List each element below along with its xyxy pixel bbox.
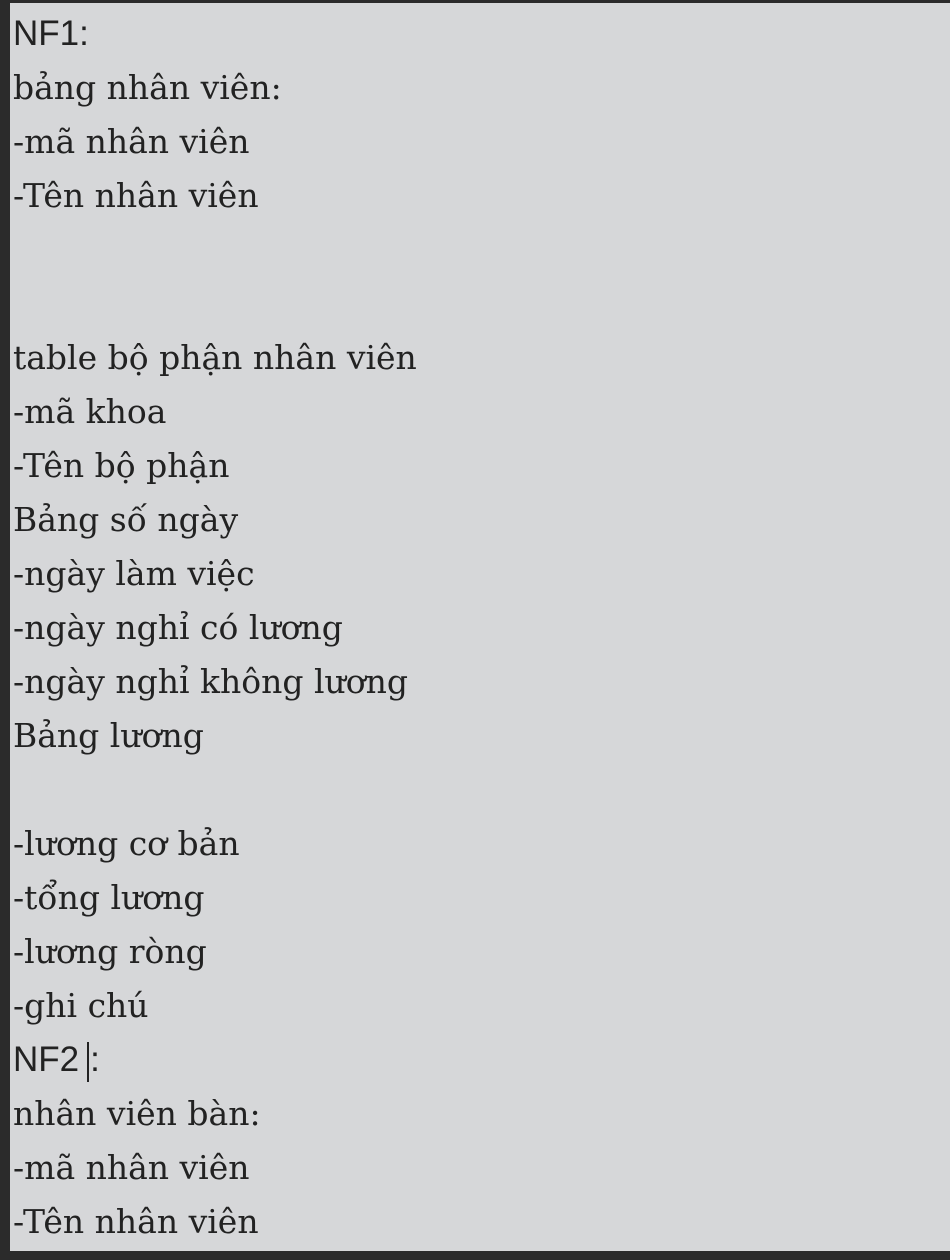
heading-nf2-text: NF2 bbox=[13, 1040, 80, 1079]
line-heading-nf1: NF1: bbox=[13, 14, 89, 53]
line-blank bbox=[13, 223, 417, 277]
line-table-departments: table bộ phận nhân viên bbox=[13, 338, 417, 377]
text-cursor bbox=[87, 1042, 89, 1082]
line-table-employees: bảng nhân viên: bbox=[13, 68, 282, 107]
line-table-salary: Bảng lương bbox=[13, 716, 204, 755]
line-field-faculty-id: -mã khoa bbox=[13, 392, 167, 431]
line-field-employee-id: -mã nhân viên bbox=[13, 122, 250, 161]
line-table-desk-staff: nhân viên bàn: bbox=[13, 1094, 261, 1133]
line-field-department-name: -Tên bộ phận bbox=[13, 446, 230, 485]
line-table-days: Bảng số ngày bbox=[13, 500, 239, 539]
line-blank bbox=[13, 763, 417, 817]
line-field-notes: -ghi chú bbox=[13, 986, 149, 1025]
line-field-net-salary: -lương ròng bbox=[13, 932, 207, 971]
heading-nf2-colon: : bbox=[90, 1040, 100, 1079]
line-field-employee-id-2: -mã nhân viên bbox=[13, 1148, 250, 1187]
line-field-base-salary: -lương cơ bản bbox=[13, 824, 240, 863]
document-text[interactable] bbox=[13, 7, 417, 1249]
line-field-employee-name: -Tên nhân viên bbox=[13, 176, 259, 215]
line-field-paid-leave: -ngày nghỉ có lương bbox=[13, 608, 343, 647]
line-field-total-salary: -tổng lương bbox=[13, 878, 205, 917]
line-field-employee-name-2: -Tên nhân viên bbox=[13, 1202, 259, 1241]
line-field-work-days: -ngày làm việc bbox=[13, 554, 255, 593]
line-field-unpaid-leave: -ngày nghỉ không lương bbox=[13, 662, 409, 701]
document-page[interactable] bbox=[10, 3, 950, 1251]
line-blank bbox=[13, 277, 417, 331]
line-heading-nf2 bbox=[13, 1033, 417, 1087]
